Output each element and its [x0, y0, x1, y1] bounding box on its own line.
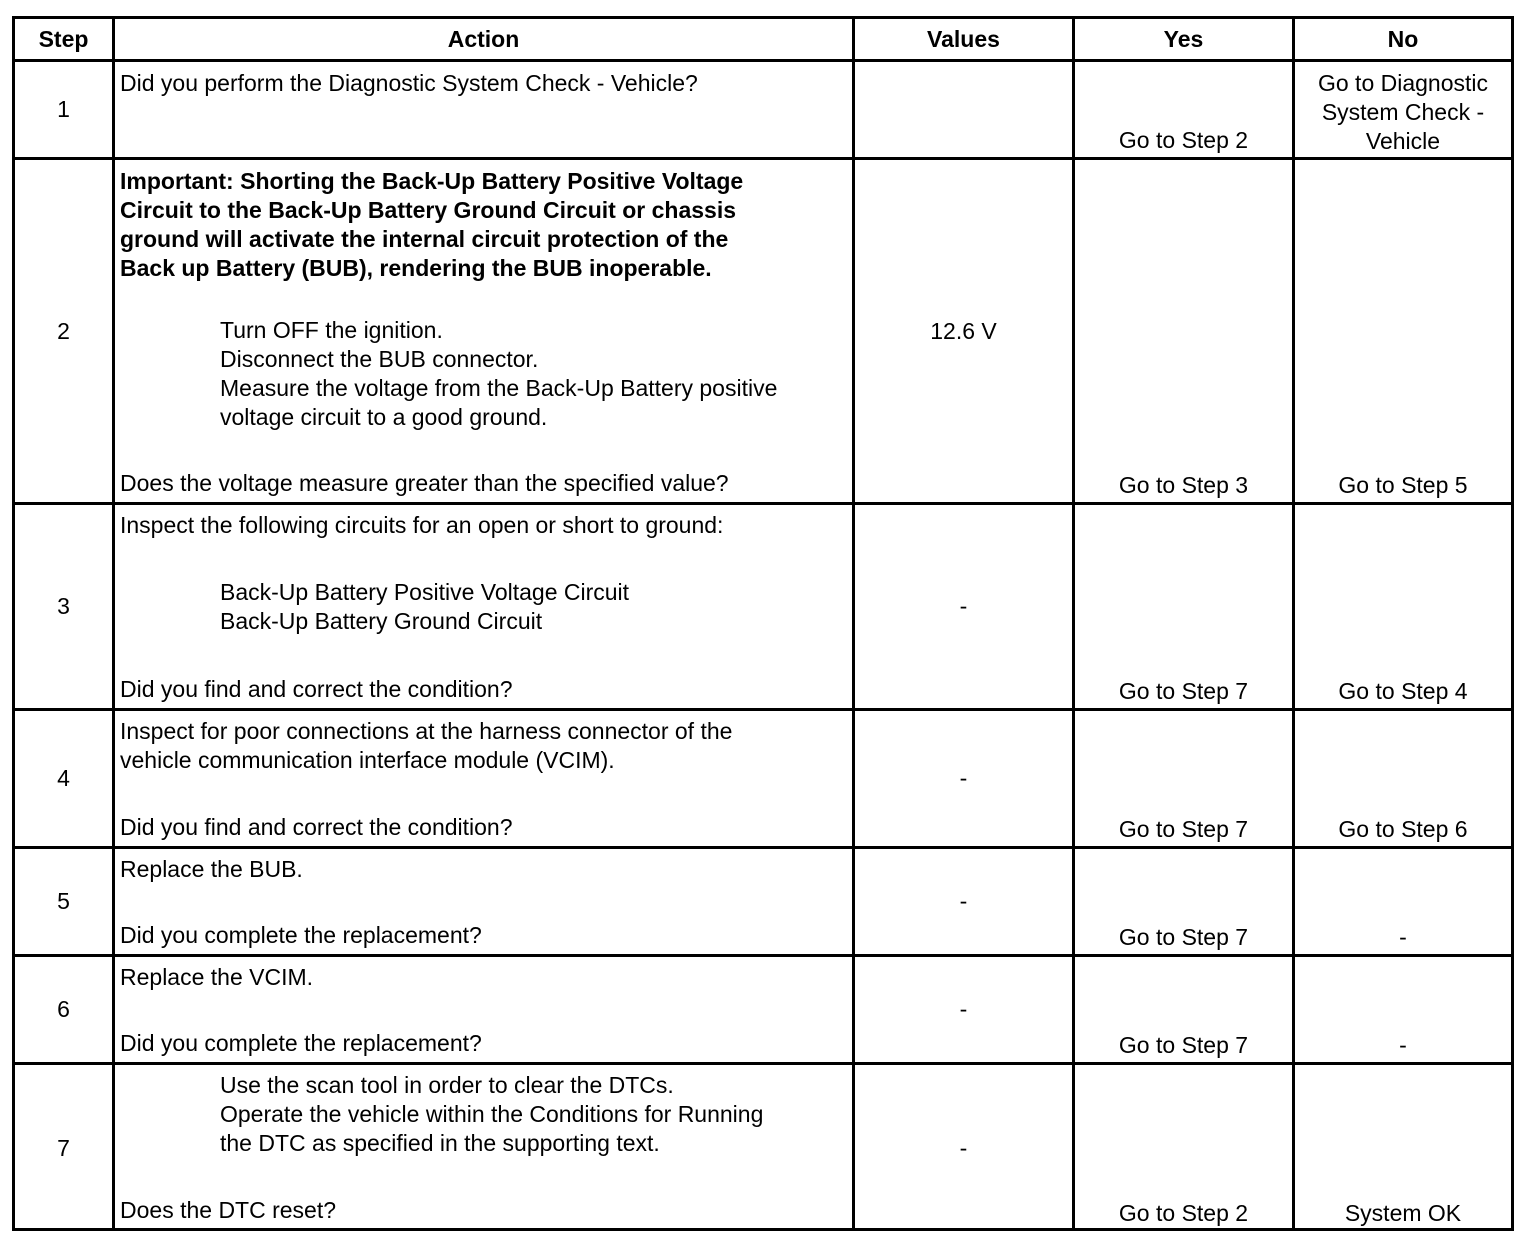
- question-text: Did you complete the replacement?: [120, 1030, 482, 1056]
- important-note: Important: Shorting the Back-Up Battery Positive Voltage: [120, 168, 744, 194]
- yes-cell: Go to Step 7: [1118, 678, 1249, 704]
- no-cell: -: [1399, 924, 1407, 950]
- no-text: Go to Diagnostic: [1317, 70, 1489, 96]
- value-cell: -: [959, 593, 968, 619]
- action-cell: [120, 963, 850, 992]
- action-text: Replace the VCIM.: [120, 964, 314, 990]
- instruction-line: the DTC as specified in the supporting text.: [220, 1130, 660, 1156]
- step-number: 6: [57, 996, 70, 1022]
- value-cell: -: [959, 888, 968, 914]
- no-cell: [1295, 69, 1511, 156]
- header-values: Values: [927, 26, 1000, 52]
- step-number: 5: [57, 888, 70, 914]
- action-cell: [120, 167, 850, 432]
- action-text: Did you perform the Diagnostic System Check - Vehicle?: [120, 70, 698, 96]
- question-text: Did you complete the replacement?: [120, 922, 482, 948]
- step-number: 2: [57, 317, 70, 344]
- value-cell: -: [959, 996, 968, 1022]
- instruction-line: Use the scan tool in order to clear the DTCs.: [220, 1072, 674, 1098]
- yes-cell: Go to Step 2: [1118, 127, 1249, 153]
- header-step: Step: [38, 26, 89, 52]
- action-cell: [120, 1071, 850, 1158]
- instruction-line: Back-Up Battery Ground Circuit: [220, 608, 543, 634]
- no-cell: Go to Step 6: [1338, 816, 1468, 842]
- no-cell: System OK: [1344, 1200, 1462, 1226]
- question-text: Did you find and correct the condition?: [120, 814, 513, 840]
- question-text: Does the DTC reset?: [120, 1197, 337, 1223]
- value-cell: -: [959, 1134, 968, 1161]
- action-cell: [120, 855, 850, 884]
- action-cell: [120, 69, 850, 98]
- no-text: System Check -: [1321, 99, 1485, 125]
- instruction-line: Measure the voltage from the Back-Up Battery positive: [220, 375, 778, 401]
- diagnostic-table: [12, 16, 1514, 1231]
- step-number: 1: [57, 96, 70, 122]
- yes-cell: Go to Step 7: [1118, 816, 1249, 842]
- instruction-line: Disconnect the BUB connector.: [220, 346, 539, 372]
- header-action: Action: [447, 26, 520, 52]
- action-text: Inspect the following circuits for an open or short to ground:: [120, 512, 724, 538]
- yes-cell: Go to Step 2: [1118, 1200, 1249, 1226]
- value-cell: -: [959, 765, 968, 791]
- question-text: Does the voltage measure greater than the specified value?: [120, 470, 729, 496]
- action-cell: [120, 717, 850, 775]
- action-text: Inspect for poor connections at the harness connector of the: [120, 718, 733, 744]
- step-number: 7: [57, 1134, 70, 1161]
- important-note: Back up Battery (BUB), rendering the BUB inoperable.: [120, 255, 712, 281]
- no-cell: -: [1399, 1032, 1407, 1058]
- question-text: Did you find and correct the condition?: [120, 676, 513, 702]
- step-number: 4: [57, 765, 70, 791]
- yes-cell: Go to Step 7: [1118, 924, 1249, 950]
- no-cell: Go to Step 5: [1338, 472, 1468, 498]
- important-note: Circuit to the Back-Up Battery Ground Circuit or chassis: [120, 197, 737, 223]
- no-cell: Go to Step 4: [1338, 678, 1468, 704]
- action-text: Replace the BUB.: [120, 856, 303, 882]
- instruction-line: Back-Up Battery Positive Voltage Circuit: [220, 579, 630, 605]
- header-yes: Yes: [1163, 26, 1204, 52]
- value-cell: 12.6 V: [930, 317, 997, 344]
- action-cell: [120, 511, 850, 636]
- instruction-line: Turn OFF the ignition.: [220, 317, 443, 343]
- step-number: 3: [57, 593, 70, 619]
- instruction-line: voltage circuit to a good ground.: [220, 404, 548, 430]
- yes-cell: Go to Step 3: [1118, 472, 1249, 498]
- header-no: No: [1387, 26, 1419, 52]
- yes-cell: Go to Step 7: [1118, 1032, 1249, 1058]
- action-text: vehicle communication interface module (VCIM).: [120, 747, 615, 773]
- column-divider: [112, 19, 115, 1228]
- no-text: Vehicle: [1365, 128, 1441, 154]
- important-note: ground will activate the internal circuit protection of the: [120, 226, 729, 252]
- instruction-line: Operate the vehicle within the Conditions for Running: [220, 1101, 764, 1127]
